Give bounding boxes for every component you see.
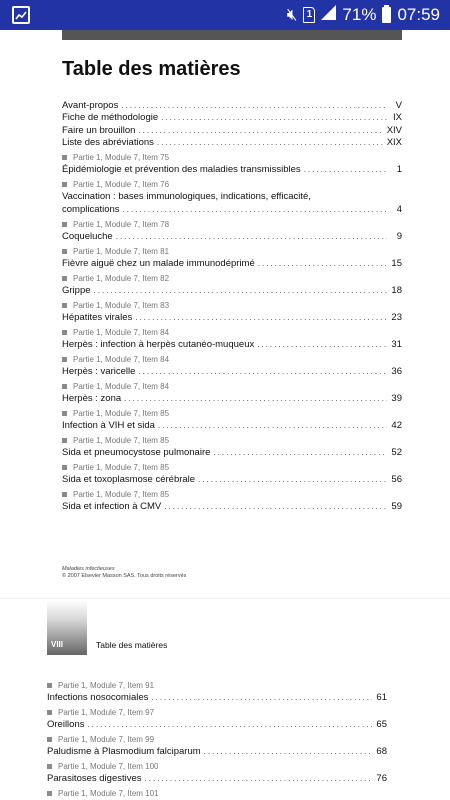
toc-row[interactable] xyxy=(62,338,402,351)
toc-row[interactable] xyxy=(62,500,402,513)
toc-label: Infection à VIH et sida xyxy=(62,420,155,432)
item-reference: Partie 1, Module 7, Item 76 xyxy=(62,179,402,190)
toc-label: Infections nosocomiales xyxy=(47,692,149,703)
toc-row[interactable] xyxy=(62,473,402,486)
item-reference: Partie 1, Module 7, Item 84 xyxy=(62,327,402,338)
toc-label: Vaccination : bases immunologiques, indications, efficacité, xyxy=(62,191,311,203)
battery-icon xyxy=(382,7,391,23)
toc-row[interactable] xyxy=(62,365,402,378)
toc-label-continued: complications xyxy=(62,204,120,216)
item-reference: Partie 1, Module 7, Item 85 xyxy=(62,408,402,419)
toc-row[interactable] xyxy=(47,745,387,758)
toc-label: Liste des abréviations xyxy=(62,137,154,149)
item-reference: Partie 1, Module 7, Item 84 xyxy=(62,354,402,365)
toc-label: Herpès : zona xyxy=(62,393,122,405)
toc-label: Sida et pneumocystose pulmonaire xyxy=(62,447,211,459)
item-reference: Partie 1, Module 7, Item 82 xyxy=(62,273,402,284)
toc-row[interactable] xyxy=(47,718,387,731)
item-reference: Partie 1, Module 7, Item 75 xyxy=(62,152,402,163)
item-reference: Partie 1, Module 7, Item 81 xyxy=(62,246,402,257)
toc-label: Avant-propos xyxy=(62,99,119,111)
running-head: Table des matières xyxy=(96,640,168,650)
item-reference: Partie 1, Module 7, Item 85 xyxy=(62,435,402,446)
page-number-tab xyxy=(47,600,87,655)
toc-page: XIV xyxy=(386,124,402,136)
toc-page: 52 xyxy=(391,447,402,459)
toc-label: Sida et infection à CMV xyxy=(62,501,162,513)
toc-page: 23 xyxy=(391,312,402,324)
status-bar xyxy=(0,0,450,30)
toc-row[interactable] xyxy=(62,112,402,125)
toc-label: Herpès : varicelle xyxy=(62,366,136,378)
item-reference: Partie 1, Module 7, Item 97 xyxy=(47,707,387,718)
toc-label: Herpès : infection à herpès cutanéo-muqueux xyxy=(62,339,255,351)
toc-row[interactable] xyxy=(62,137,402,150)
toc-page: 31 xyxy=(391,339,402,351)
item-reference: Partie 1, Module 7, Item 99 xyxy=(47,734,387,745)
toc-row[interactable] xyxy=(62,311,402,324)
clock: 07:59 xyxy=(397,5,440,24)
toc-page: 9 xyxy=(396,231,402,243)
sim-icon: 1 xyxy=(303,7,315,23)
toc-label: Coqueluche xyxy=(62,231,113,243)
gallery-icon xyxy=(12,6,30,24)
toc-page: 59 xyxy=(391,501,402,513)
page-footer xyxy=(62,566,186,580)
toc-label: Hépatites virales xyxy=(62,312,133,324)
toc-page: 4 xyxy=(396,204,402,216)
toc-label: Grippe xyxy=(62,285,91,297)
toc-row[interactable] xyxy=(47,691,387,704)
toc-page: 18 xyxy=(391,285,402,297)
toc-label: Paludisme à Plasmodium falciparum xyxy=(47,746,201,757)
toc-page: XIX xyxy=(386,137,402,149)
item-reference: Partie 1, Module 7, Item 85 xyxy=(62,489,402,500)
toc-page: 1 xyxy=(396,164,402,176)
toc-row[interactable] xyxy=(47,772,387,785)
toc-label: Faire un brouillon xyxy=(62,124,136,136)
toc-page: 56 xyxy=(391,474,402,486)
toc-page: V xyxy=(395,99,402,111)
toc-row[interactable] xyxy=(62,230,402,243)
toc-label: Fièvre aiguë chez un malade immunodéprimé xyxy=(62,258,255,270)
toc-row[interactable] xyxy=(62,257,402,270)
item-reference: Partie 1, Module 7, Item 83 xyxy=(62,300,402,311)
toc-row[interactable] xyxy=(62,446,402,459)
toc-row[interactable] xyxy=(62,392,402,405)
toc-row[interactable] xyxy=(62,190,402,216)
toc-page: 15 xyxy=(391,258,402,270)
toc-row[interactable] xyxy=(62,163,402,176)
page-header-bar xyxy=(62,30,402,40)
toc-page: 61 xyxy=(376,692,387,703)
item-reference: Partie 1, Module 7, Item 100 xyxy=(47,761,387,772)
toc-page: 76 xyxy=(376,773,387,784)
toc-row[interactable] xyxy=(62,99,402,112)
mute-icon: 🔇︎ xyxy=(286,5,298,24)
toc-page: 39 xyxy=(391,393,402,405)
signal-icon xyxy=(321,5,336,25)
toc-label: Parasitoses digestives xyxy=(47,773,142,784)
footer-book-title: Maladies infectieuses xyxy=(62,566,115,572)
toc-page: 68 xyxy=(376,746,387,757)
page-separator xyxy=(0,598,450,599)
toc-label: Épidémiologie et prévention des maladies transmissibles xyxy=(62,164,301,176)
toc-page: IX xyxy=(393,112,402,124)
footer-copyright: © 2007 Elsevier Masson SAS. Tous droits réservés xyxy=(62,573,187,579)
table-of-contents-continued xyxy=(47,677,387,799)
battery-percent: 71% xyxy=(342,5,377,24)
toc-label: Oreillons xyxy=(47,719,85,730)
toc-label: Fiche de méthodologie xyxy=(62,112,159,124)
toc-page: 42 xyxy=(391,420,402,432)
toc-page: 36 xyxy=(391,366,402,378)
item-reference: Partie 1, Module 7, Item 101 xyxy=(47,788,387,799)
toc-page: 65 xyxy=(376,719,387,730)
page-number: VIII xyxy=(51,640,64,649)
toc-row[interactable] xyxy=(62,124,402,137)
item-reference: Partie 1, Module 7, Item 91 xyxy=(47,680,387,691)
item-reference: Partie 1, Module 7, Item 84 xyxy=(62,381,402,392)
item-reference: Partie 1, Module 7, Item 78 xyxy=(62,219,402,230)
toc-row[interactable] xyxy=(62,419,402,432)
table-of-contents xyxy=(62,99,402,513)
item-reference: Partie 1, Module 7, Item 85 xyxy=(62,462,402,473)
toc-row[interactable] xyxy=(62,284,402,297)
page-title: Table des matières xyxy=(62,58,241,80)
toc-label: Sida et toxoplasmose cérébrale xyxy=(62,474,196,486)
